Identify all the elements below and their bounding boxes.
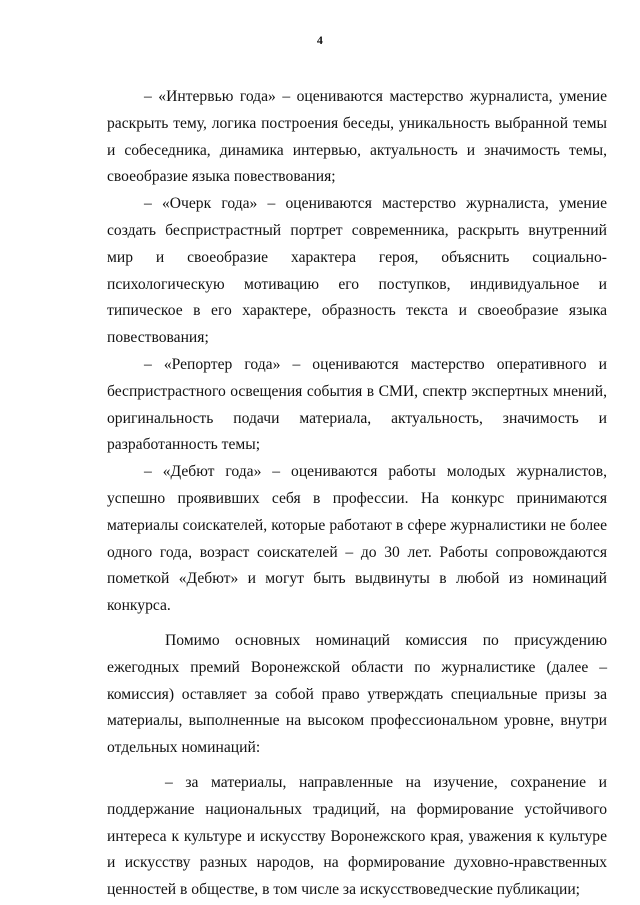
- page-number: 4: [316, 33, 324, 47]
- paragraph-interview-nomination: – «Интервью года» – оцениваются мастерство журналиста, умение раскрыть тему, логика построения беседы, уникальность выбранной темы и собеседника, динамика интервью, актуальность и значимость темы, своеобразие языка повествования;: [107, 88, 607, 186]
- paragraph-essay-nomination: – «Очерк года» – оцениваются мастерство журналиста, умение создать беспристрастный портрет современника, раскрыть внутренний мир и своеобразие характера героя, объяснить социально-психологическую мотивацию его поступков, индивидуальное и типическое в его характере, образность текста и своеобразие языка повествования;: [107, 195, 607, 347]
- paragraph-debut-nomination: – «Дебют года» – оцениваются работы молодых журналистов, успешно проявивших себя в профессии. На конкурс принимаются материалы соискателей, которые работают в сфере журналистики не более одного года, возраст соискателей – до 30 лет. Работы сопровождаются пометкой «Дебют» и могут быть выдвинуты в любой из номинаций конкурса.: [107, 463, 607, 615]
- paragraph-national-traditions: – за материалы, направленные на изучение, сохранение и поддержание национальных традиций, на формирование устойчивого интереса к культуре и искусству Воронежского края, уважения к культуре и искусству разных народов, на формирование духовно-нравственных ценностей в обществе, в том числе за искусствоведческие публикации;: [107, 773, 607, 899]
- paragraph-special-prizes: Помимо основных номинаций комиссия по присуждению ежегодных премий Воронежской области по журналистике (далее – комиссия) оставляет за собой право утверждать специальные призы за материалы, выполненные на высоком профессиональном уровне, внутри отдельных номинаций:: [107, 631, 607, 757]
- paragraph-reporter-nomination: – «Репортер года» – оцениваются мастерство оперативного и беспристрастного освещения события в СМИ, спектр экспертных мнений, оригинальность подачи материала, актуальность, значимость и разработанность темы;: [107, 355, 607, 454]
- document-body: [107, 84, 607, 904]
